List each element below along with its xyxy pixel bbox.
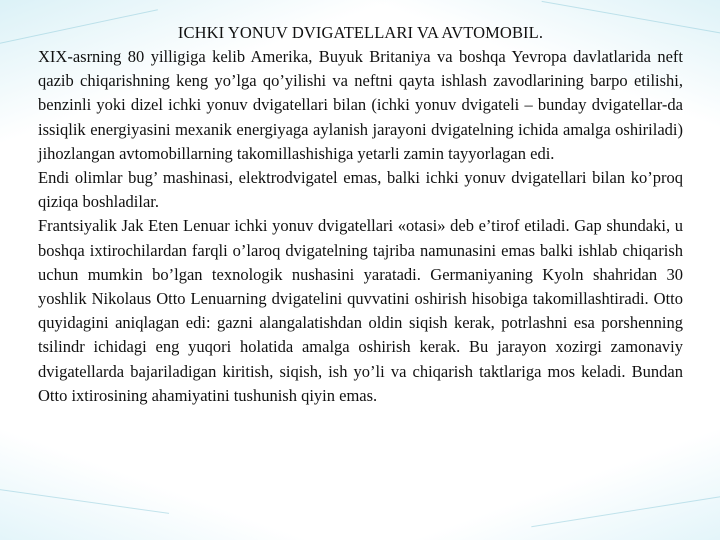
paragraph-intro: XIX-asrning 80 yilligiga kelib Amerika, Buyuk Britaniya va boshqa Yevropa davlatlarida neft qazib chiqarishning keng yo’lga qo’yilishi va neftni qayta ishlash zavodlarining barpo etilishi, benzinli yoki dizel ichki yonuv dvigatellari bilan (ichki yonuv dvigateli – bunday dvigatellar-da issiqlik energiyasini mexanik energiyaga aylanish jarayoni dvigatelning ichida amalga oshiriladi) jihozlangan avtomobillarning takomillashishiga yetarli zamin tayyorlagan edi. bbox=[38, 47, 683, 163]
paragraph-lenoir-otto: Frantsiyalik Jak Eten Lenuar ichki yonuv dvigatellari «otasi» deb e’tirof etiladi. Gap shundaki, u boshqa ixtirochilardan farqli o’laroq dvigatelning tajriba namunasini emas balki ishlab chiqarish uchun mumkin bo’lgan texnologik nushasini yaratadi. Germaniyaning Kyoln shahridan 30 yoshlik Nikolaus Otto Lenuarning dvigatelini quvvatini oshirish hisobiga takomillashtiradi. Otto quyidagini aniqlagan edi: gazni alangalatishdan oldin siqish kerak, potrlashni esa porshenning tsilindr ichidagi eng yuqori holatida amalga oshirish kerak. Bu jarayon xozirgi zamonaviy dvigatellarda bajariladigan kiritish, siqish, ish yo’li va chiqarish taktlariga mos keladi. Bundan Otto ixtirosining ahamiyatini tushunish qiyin emas. bbox=[38, 216, 683, 405]
document-body bbox=[38, 21, 683, 408]
decorative-line bbox=[531, 492, 720, 527]
decorative-line bbox=[0, 485, 169, 514]
document-title: ICHKI YONUV DVIGATELLARI VA AVTOMOBIL. bbox=[177, 23, 544, 42]
paragraph-scientists: Endi olimlar bug’ mashinasi, elektrodvigatel emas, balki ichki yonuv dvigatellari bilan ko’proq qiziqa boshladilar. bbox=[38, 168, 683, 212]
